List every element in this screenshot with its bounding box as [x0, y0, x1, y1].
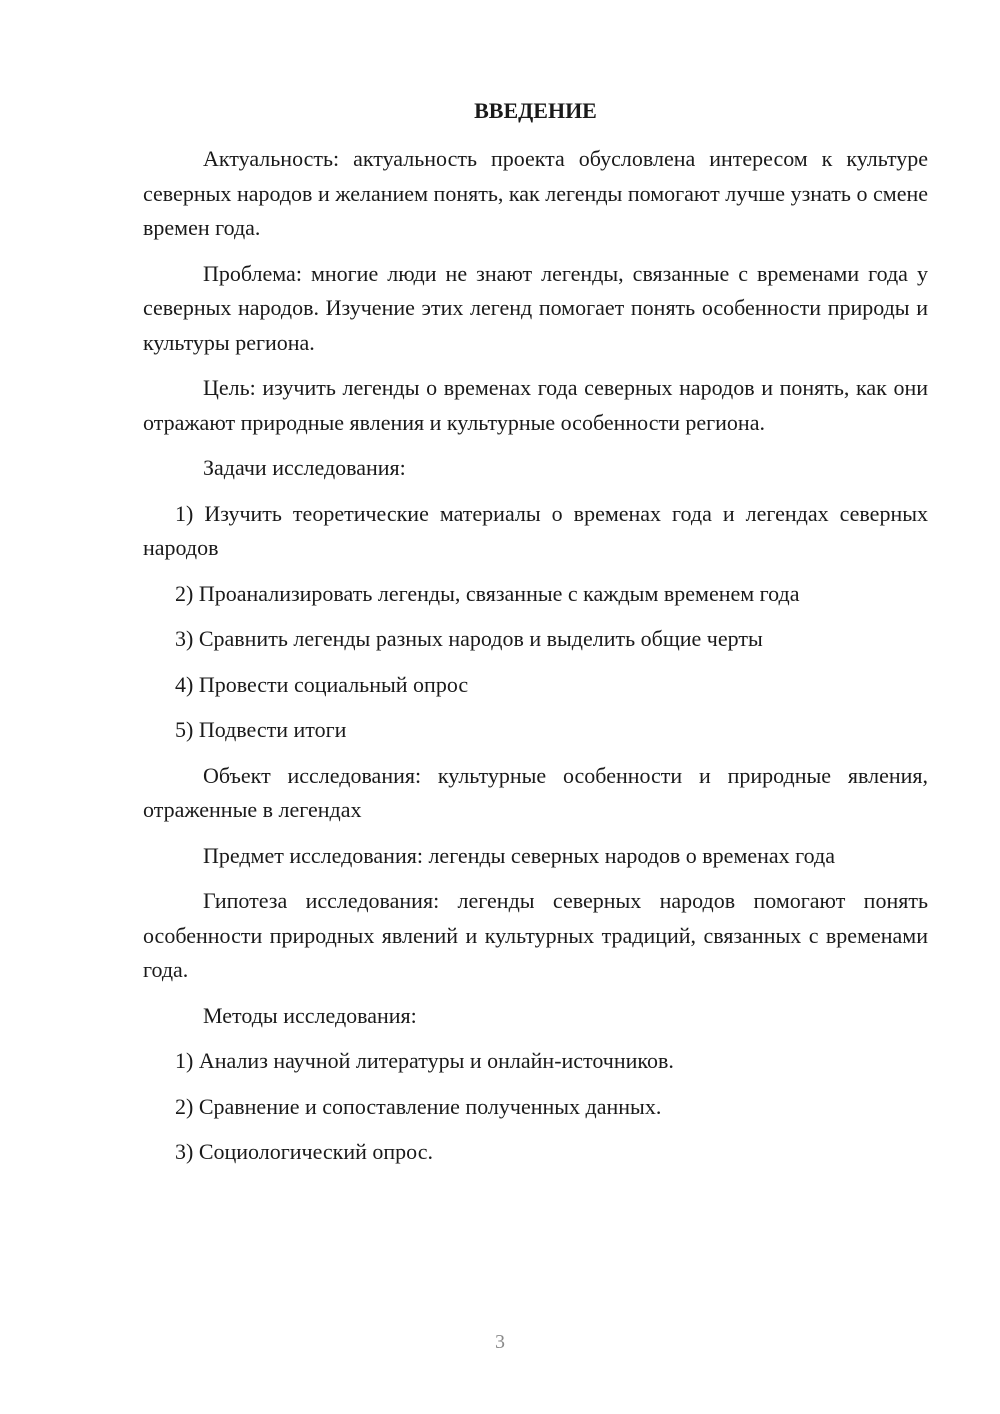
tasks-title: Задачи исследования: [203, 455, 406, 480]
task-item: 3) Сравнить легенды разных народов и выделить общие черты [175, 626, 763, 651]
task-item: 1) Изучить теоретические материалы о временах года и легендах северных народов [143, 500, 928, 560]
tasks-list [143, 497, 928, 748]
task-item: 4) Провести социальный опрос [175, 671, 469, 697]
object-paragraph: Объект исследования: культурные особенности и природные явления, отраженные в легендах [143, 762, 928, 822]
goal-paragraph: Цель: изучить легенды о временах года северных народов и понять, как они отражают природные явления и культурные особенности региона. [143, 375, 928, 435]
document-page [143, 94, 928, 1181]
task-item: 5) Подвести итоги [175, 717, 347, 742]
method-item: 1) Анализ научной литературы и онлайн-источников. [175, 1048, 674, 1073]
problem-paragraph: Проблема: многие люди не знают легенды, связанные с временами года у северных народов. Изучение этих легенд помогает понять особенности природы и культуры региона. [143, 260, 928, 355]
page-number: 3 [495, 1331, 505, 1353]
method-item: 2) Сравнение и сопоставление полученных данных. [175, 1093, 662, 1119]
hypothesis-paragraph: Гипотеза исследования: легенды северных народов помогают понять особенности природных явлений и культурных традиций, связанных с временами года. [143, 888, 928, 982]
method-item: 3) Социологический опрос. [175, 1139, 433, 1164]
section-heading: ВВЕДЕНИЕ [474, 98, 597, 123]
relevance-paragraph: Актуальность: актуальность проекта обусловлена интересом к культуре северных народов и желанием понять, как легенды помогают лучше узнать о смене времен года. [143, 146, 928, 240]
methods-title: Методы исследования: [203, 1002, 417, 1028]
subject-paragraph: Предмет исследования: легенды северных народов о временах года [203, 842, 835, 868]
task-item: 2) Проанализировать легенды, связанные с каждым временем года [175, 580, 800, 606]
methods-list [143, 1044, 928, 1170]
